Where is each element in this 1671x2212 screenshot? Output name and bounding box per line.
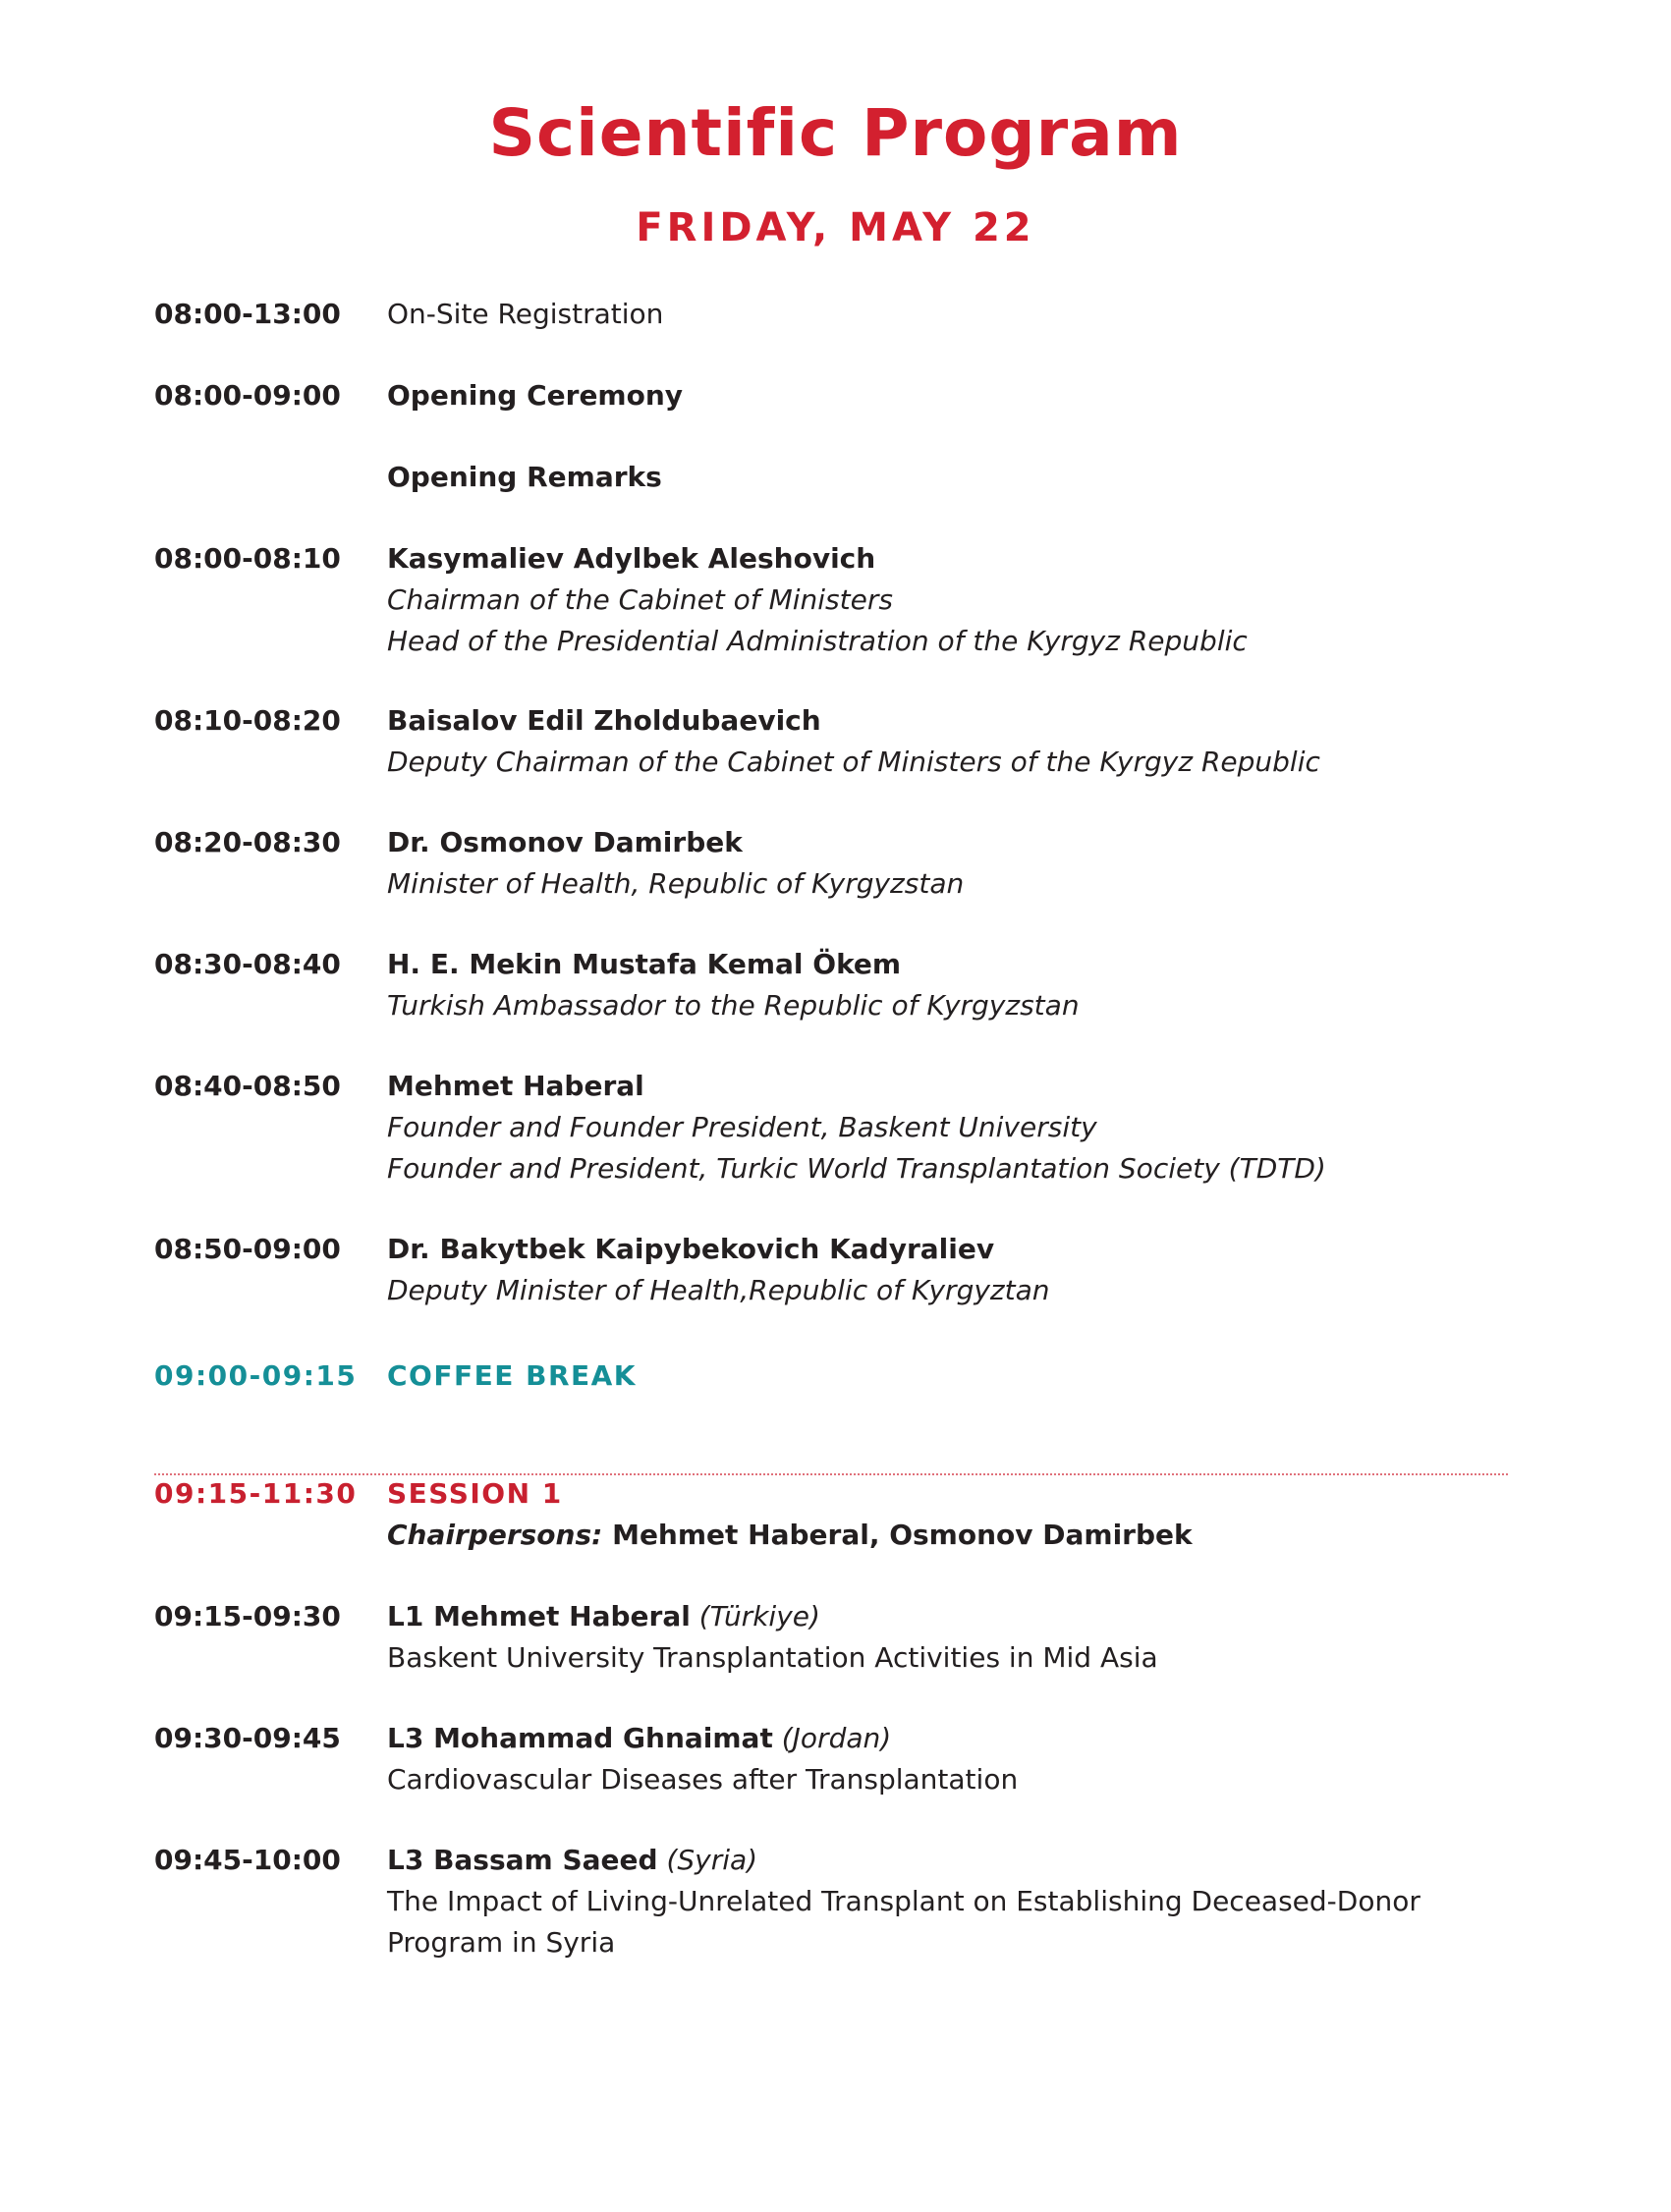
time-slot: 08:00-09:00 xyxy=(154,379,341,412)
item-title: On-Site Registration xyxy=(387,298,664,330)
speaker-title: Founder and Founder President, Baskent University xyxy=(387,1111,1097,1143)
speaker-title: Chairman of the Cabinet of Ministers xyxy=(387,583,893,616)
speaker-name: H. E. Mekin Mustafa Kemal Ökem xyxy=(387,948,902,980)
speaker-title: Founder and President, Turkic World Transplantation Society (TDTD) xyxy=(387,1152,1326,1185)
speaker-country: (Türkiye) xyxy=(690,1600,820,1632)
page-title: Scientific Program xyxy=(488,95,1183,171)
speaker-title: Turkish Ambassador to the Republic of Kyrgyzstan xyxy=(387,989,1080,1022)
speaker-country: (Jordan) xyxy=(772,1722,892,1754)
item-title: Opening Ceremony xyxy=(387,379,684,412)
item-title: Opening Remarks xyxy=(387,461,662,493)
time-slot: 08:40-08:50 xyxy=(154,1070,341,1102)
time-slot: 09:15-11:30 xyxy=(154,1477,358,1510)
time-slot: 08:30-08:40 xyxy=(154,948,341,980)
talk-topic: Cardiovascular Diseases after Transplantation xyxy=(387,1763,1019,1796)
chairpersons-label: Chairpersons: xyxy=(387,1519,603,1551)
talk-topic: Baskent University Transplantation Activities in Mid Asia xyxy=(387,1641,1158,1674)
talk-topic: The Impact of Living-Unrelated Transplant on Establishing Deceased-Donor Program in Syria xyxy=(387,1885,1420,1959)
time-slot: 09:30-09:45 xyxy=(154,1722,341,1754)
speaker-name: L1 Mehmet Haberal xyxy=(387,1600,691,1632)
time-slot: 08:20-08:30 xyxy=(154,826,341,858)
break-title: COFFEE BREAK xyxy=(387,1359,638,1392)
speaker-name: L3 Bassam Saeed xyxy=(387,1844,658,1876)
time-slot: 08:00-08:10 xyxy=(154,542,341,575)
speaker-name: Mehmet Haberal xyxy=(387,1070,644,1102)
speaker-name: Dr. Osmonov Damirbek xyxy=(387,826,743,858)
speaker-name: Dr. Bakytbek Kaipybekovich Kadyraliev xyxy=(387,1233,995,1265)
speaker-name: Kasymaliev Adylbek Aleshovich xyxy=(387,542,876,575)
speaker-title: Deputy Minister of Health,Republic of Kyrgyztan xyxy=(387,1274,1050,1306)
speaker-title: Head of the Presidential Administration of the Kyrgyz Republic xyxy=(387,625,1248,657)
time-slot: 08:00-13:00 xyxy=(154,298,341,330)
time-slot: 09:00-09:15 xyxy=(154,1359,358,1392)
session-title: SESSION 1 xyxy=(387,1477,563,1510)
time-slot: 08:50-09:00 xyxy=(154,1233,341,1265)
time-slot: 08:10-08:20 xyxy=(154,704,341,737)
time-slot: 09:45-10:00 xyxy=(154,1844,341,1876)
speaker-country: (Syria) xyxy=(657,1844,758,1876)
day-heading: FRIDAY, MAY 22 xyxy=(636,205,1035,250)
time-slot: 09:15-09:30 xyxy=(154,1600,341,1632)
speaker-title: Minister of Health, Republic of Kyrgyzstan xyxy=(387,867,965,900)
speaker-name: L3 Mohammad Ghnaimat xyxy=(387,1722,773,1754)
chairpersons xyxy=(387,1515,1527,1556)
speaker-title: Deputy Chairman of the Cabinet of Ministers of the Kyrgyz Republic xyxy=(387,746,1320,778)
speaker-name: Baisalov Edil Zholdubaevich xyxy=(387,704,821,737)
chairpersons-names: Mehmet Haberal, Osmonov Damirbek xyxy=(602,1519,1193,1551)
